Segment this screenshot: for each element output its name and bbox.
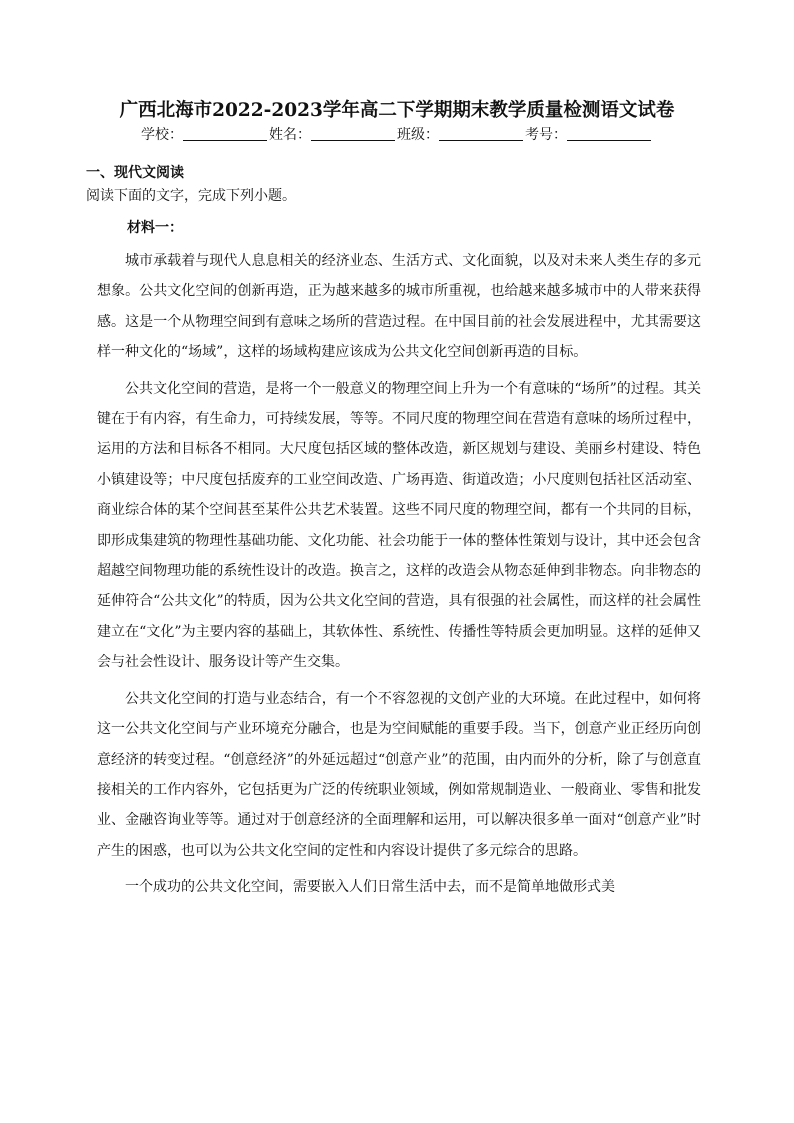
exam-title: 广西北海市2022-2023学年高二下学期期末教学质量检测语文试卷 <box>119 100 675 121</box>
name-label: 姓名： <box>269 127 311 143</box>
passage-paragraph: 城市承载着与现代人息息相关的经济业态、生活方式、文化面貌，以及对未来人类生存的多元想象。公共文化空间的创新再造，正为越来越多的城市所重视，也给越来越多城市中的人带来获得感。这是一个从物理空间到有意味之场所的营造过程。在中国目前的社会发展进程中，尤其需要这样一种文化的“场域”，这样的场域构建应该成为公共文化空间创新再造的目标。 <box>97 253 701 361</box>
passage-paragraph: 一个成功的公共文化空间，需要嵌入人们日常生活中去，而不是简单地做形式美 <box>125 879 615 896</box>
reading-passage <box>97 246 701 903</box>
reading-instruction: 阅读下面的文字，完成下列小题。 <box>86 188 296 204</box>
passage-paragraph: 公共文化空间的打造与业态结合，有一个不容忽视的文创产业的大环境。在此过程中，如何将这一公共文化空间与产业环境充分融合，也是为空间赋能的重要手段。当下，创意产业正经历向创意经济的转变过程。“创意经济”的外延远超过“创意产业”的范围，由内而外的分析，除了与创意直接相关的工作内容外，它包括更为广泛的传统职业领域，例如常规制造业、一般商业、零售和批发业、金融咨询业等等。通过对于创意经济的全面理解和运用，可以解决很多单一面对“创意产业”时产生的困惑，也可以为公共文化空间的定性和内容设计提供了多元综合的思路。 <box>97 690 701 859</box>
passage-paragraph: 公共文化空间的营造，是将一个一般意义的物理空间上升为一个有意味的“场所”的过程。其关键在于有内容，有生命力，可持续发展，等等。不同尺度的物理空间在营造有意味的场所过程中，运用的方法和目标各不相同。大尺度包括区域的整体改造，新区规划与建设、美丽乡村建设、特色小镇建设等；中尺度包括废弃的工业空间改造、广场再造、街道改造；小尺度则包括社区活动室、商业综合体的某个空间甚至某件公共艺术装置。这些不同尺度的物理空间，都有一个共同的目标，即形成集建筑的物理性基础功能、文化功能、社会功能于一体的整体性策划与设计，其中还会包含超越空间物理功能的系统性设计的改造。换言之，这样的改造会从物态延伸到非物态。向非物态的延伸符合“公共文化”的特质，因为公共文化空间的营造，具有很强的社会属性，而这样的社会属性建立在“文化”为主要内容的基础上，其软体性、系统性、传播性等特质会更加明显。这样的延伸又会与社会性设计、服务设计等产生交集。 <box>97 380 701 671</box>
school-label: 学校： <box>141 127 183 143</box>
school-blank[interactable] <box>183 126 267 141</box>
name-blank[interactable] <box>311 126 395 141</box>
class-label: 班级： <box>397 127 439 143</box>
class-blank[interactable] <box>439 126 523 141</box>
student-info-line <box>60 125 734 145</box>
material-label: 材料一： <box>127 220 183 236</box>
section-heading: 一、现代文阅读 <box>86 165 184 181</box>
exam-number-blank[interactable] <box>567 126 651 141</box>
exam-number-label: 考号： <box>525 127 567 143</box>
